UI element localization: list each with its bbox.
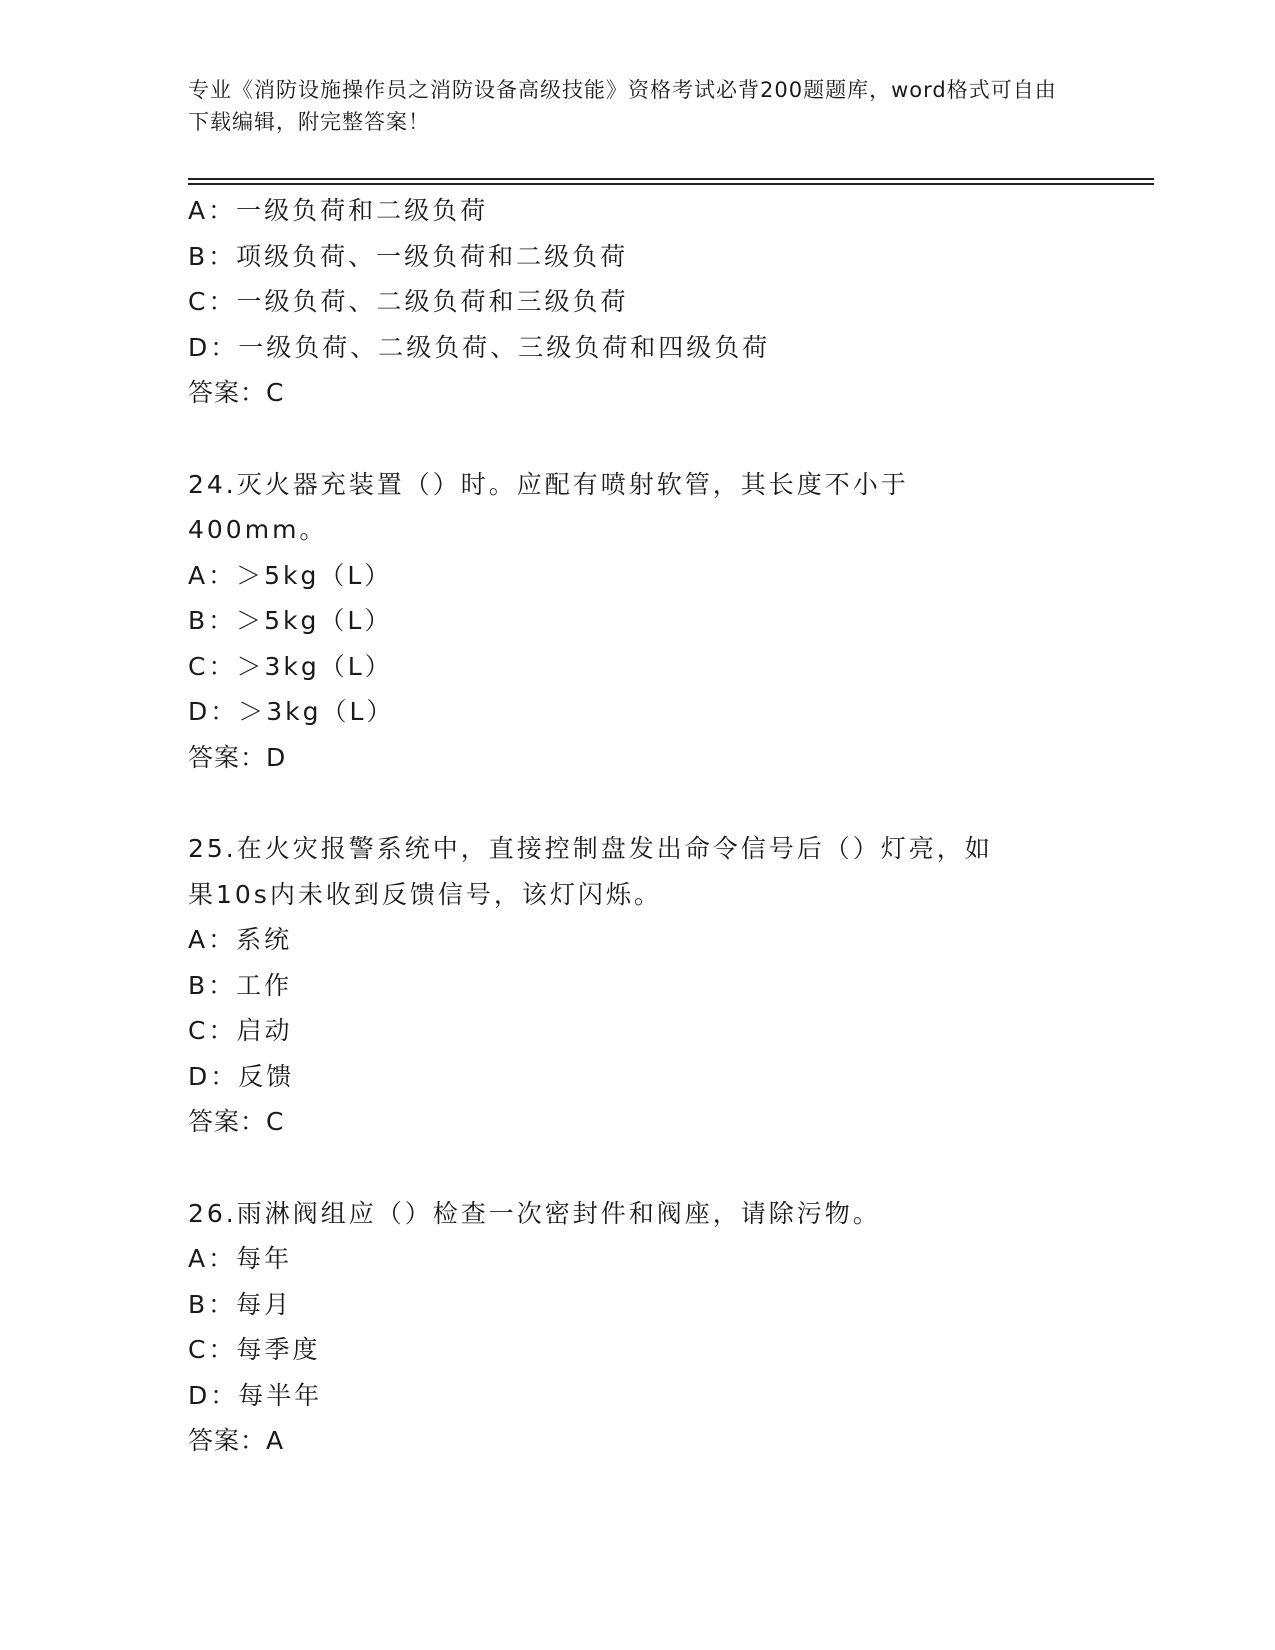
answer-line: 答案：D xyxy=(188,742,287,772)
question-24 xyxy=(188,462,1088,781)
option-c: C：一级负荷、二级负荷和三级负荷 xyxy=(188,287,629,316)
option-b: B：项级负荷、一级负荷和二级负荷 xyxy=(188,241,629,271)
option-c: C：＞3kg（L） xyxy=(188,651,393,681)
answer-line: 答案：C xyxy=(188,1107,285,1136)
option-a: A：每年 xyxy=(188,1244,293,1273)
spacer xyxy=(188,780,1088,826)
header-rule-top xyxy=(188,178,1154,180)
option-a: A：＞5kg（L） xyxy=(188,560,393,590)
option-c: C：每季度 xyxy=(188,1335,321,1364)
question-26 xyxy=(188,1191,1088,1464)
option-b: B：工作 xyxy=(188,970,293,1000)
question-25 xyxy=(188,826,1088,1145)
header-rule-bottom xyxy=(188,183,1154,185)
answer-line: 答案：A xyxy=(188,1426,285,1455)
spacer xyxy=(188,1145,1088,1191)
option-d: D：反馈 xyxy=(188,1061,295,1091)
document-header: 专业《消防设施操作员之消防设备高级技能》资格考试必背200题题库，word格式可自由下载编辑，附完整答案！ xyxy=(188,78,1057,134)
option-b: B：每月 xyxy=(188,1289,293,1319)
question-text: 26.雨淋阀组应（）检查一次密封件和阀座，请除污物。 xyxy=(188,1198,881,1228)
option-d: D：一级负荷、二级负荷、三级负荷和四级负荷 xyxy=(188,332,771,362)
option-a: A：系统 xyxy=(188,925,293,954)
question-text: 25.在火灾报警系统中，直接控制盘发出命令信号后（）灯亮，如果10s内未收到反馈信号，该灯闪烁。 xyxy=(188,834,993,909)
spacer xyxy=(188,416,1088,462)
question-list xyxy=(188,188,1088,1464)
answer-line: 答案：C xyxy=(188,378,285,407)
option-a: A：一级负荷和二级负荷 xyxy=(188,196,489,225)
option-b: B：＞5kg（L） xyxy=(188,606,393,635)
option-c: C：启动 xyxy=(188,1016,293,1045)
option-d: D：＞3kg（L） xyxy=(188,697,395,726)
question-text: 24.灭火器充装置（）时。应配有喷射软管，其长度不小于400mm。 xyxy=(188,469,909,544)
option-d: D：每半年 xyxy=(188,1380,323,1410)
question-23-continued xyxy=(188,188,1088,416)
